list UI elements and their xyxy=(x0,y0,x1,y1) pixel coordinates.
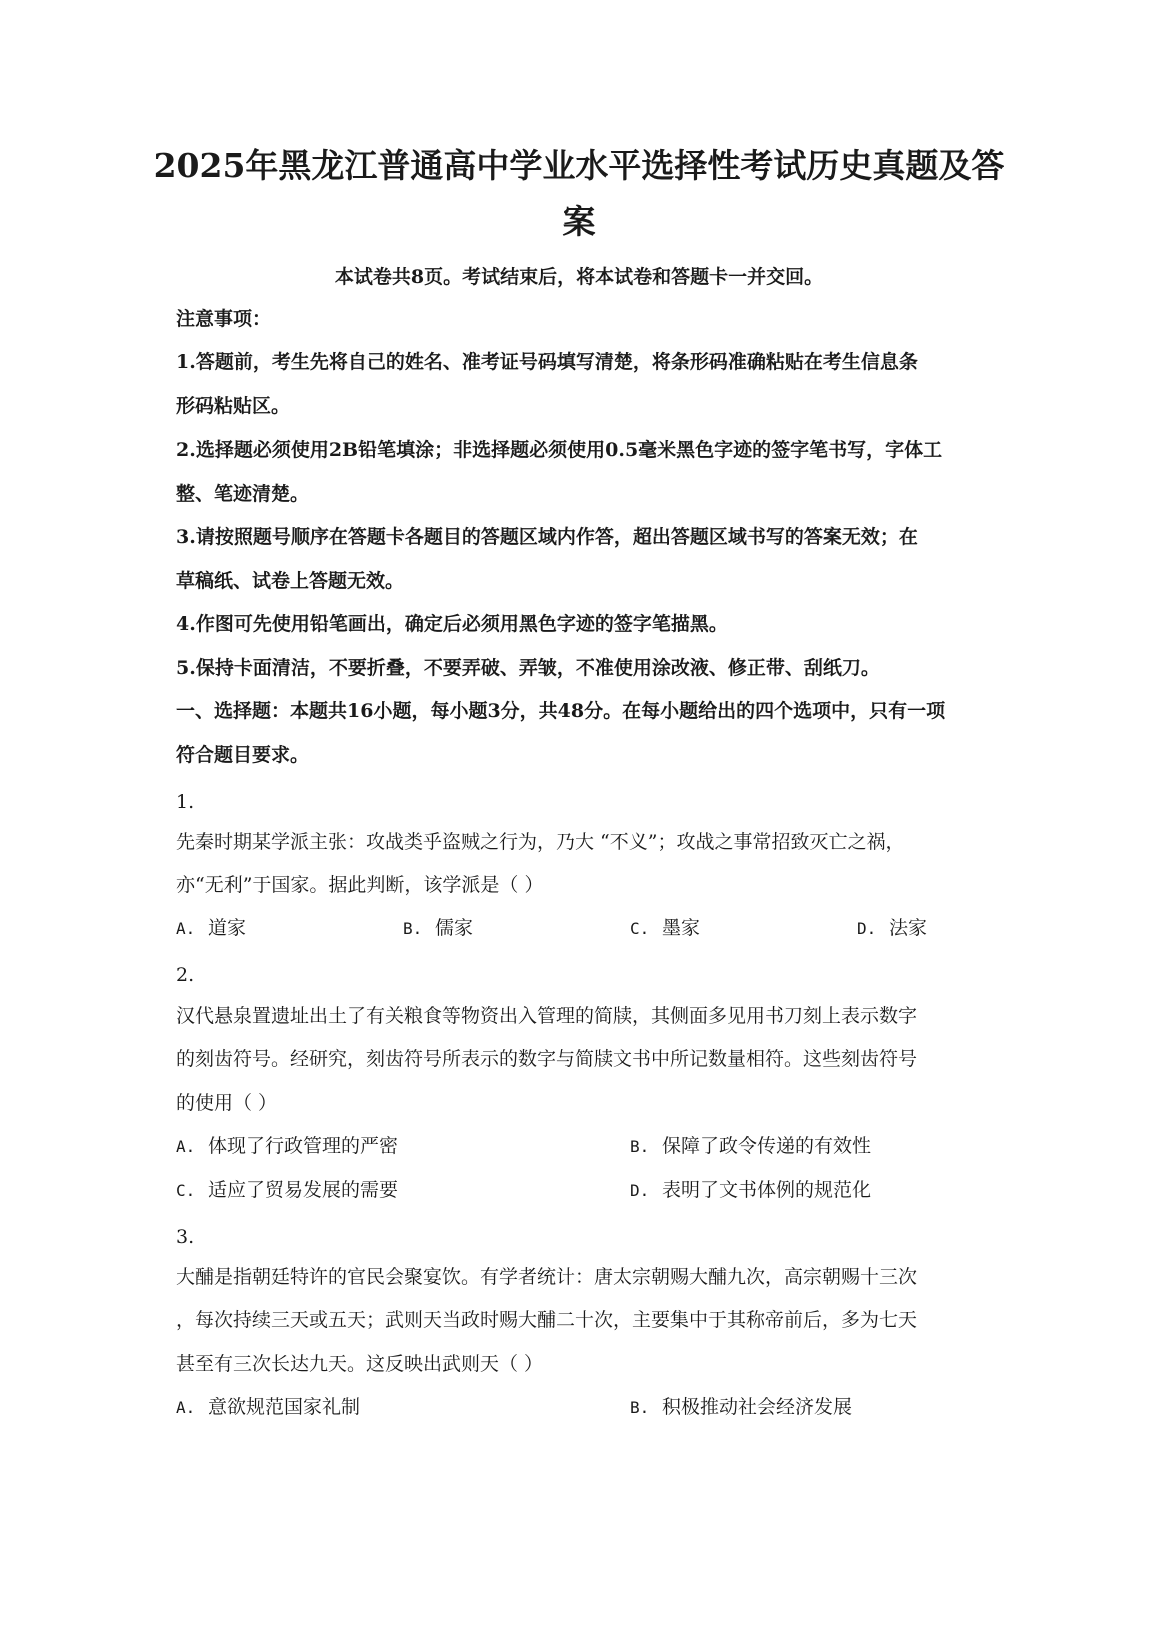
notice-line: 形码粘贴区。 xyxy=(176,395,291,417)
option-text: 法家 xyxy=(889,917,928,939)
option-a[interactable] xyxy=(176,1394,360,1421)
notice-line: 整、笔迹清楚。 xyxy=(176,483,310,505)
option-text: 墨家 xyxy=(662,917,701,939)
option-letter: D. xyxy=(630,1181,650,1200)
option-text: 适应了贸易发展的需要 xyxy=(208,1179,399,1201)
option-b[interactable] xyxy=(403,915,473,942)
notice-line: 草稿纸、试卷上答题无效。 xyxy=(176,570,405,592)
option-text: 积极推动社会经济发展 xyxy=(662,1396,853,1418)
question-stem-line: 先秦时期某学派主张：攻战类乎盗贼之行为，乃大 “不义”；攻战之事常招致灭亡之祸， xyxy=(176,831,905,853)
option-letter: C. xyxy=(176,1181,196,1200)
option-letter: A. xyxy=(176,1137,196,1156)
question-stem-line: 汉代悬泉置遗址出土了有关粮食等物资出入管理的简牍，其侧面多见用书刀刻上表示数字 xyxy=(176,1005,918,1027)
option-a[interactable] xyxy=(176,1133,398,1160)
exam-title-line2: 案 xyxy=(562,202,596,241)
question-stem-line: 的刻齿符号。经研究，刻齿符号所表示的数字与简牍文书中所记数量相符。这些刻齿符号 xyxy=(176,1048,918,1070)
exam-title-line1: 2025年黑龙江普通高中学业水平选择性考试历史真题及答 xyxy=(153,146,1005,185)
question-stem-line: 甚至有三次长达九天。这反映出武则天（ ） xyxy=(176,1353,544,1375)
question-number: 1. xyxy=(176,791,195,813)
option-c[interactable] xyxy=(630,915,700,942)
option-letter: A. xyxy=(176,1398,196,1417)
notice-line: 2.选择题必须使用2B铅笔填涂；非选择题必须使用0.5毫米黑色字迹的签字笔书写，字体工 xyxy=(176,439,943,461)
option-text: 意欲规范国家礼制 xyxy=(208,1396,361,1418)
question-stem-line: 大酺是指朝廷特许的官民会聚宴饮。有学者统计：唐太宗朝赐大酺九次，高宗朝赐十三次 xyxy=(176,1266,918,1288)
option-text: 表明了文书体例的规范化 xyxy=(662,1179,872,1201)
notice-line: 5.保持卡面清洁，不要折叠，不要弄破、弄皱，不准使用涂改液、修正带、刮纸刀。 xyxy=(176,657,880,679)
question-stem-line: ，每次持续三天或五天；武则天当政时赐大酺二十次，主要集中于其称帝前后，多为七天 xyxy=(176,1309,918,1331)
question-number: 3. xyxy=(176,1226,195,1248)
question-stem-line: 亦“无利”于国家。据此判断，该学派是（ ） xyxy=(176,874,544,896)
notice-line: 3.请按照题号顺序在答题卡各题目的答题区域内作答，超出答题区域书写的答案无效；在 xyxy=(176,526,918,548)
option-b[interactable] xyxy=(630,1133,871,1160)
option-text: 儒家 xyxy=(435,917,474,939)
notice-line: 1.答题前，考生先将自己的姓名、准考证号码填写清楚，将条形码准确粘贴在考生信息条 xyxy=(176,351,918,373)
exam-intro: 本试卷共8页。考试结束后，将本试卷和答题卡一并交回。 xyxy=(334,266,824,288)
option-letter: C. xyxy=(630,919,650,938)
option-letter: A. xyxy=(176,919,196,938)
notice-line: 4.作图可先使用铅笔画出，确定后必须用黑色字迹的签字笔描黑。 xyxy=(176,613,728,635)
option-d[interactable] xyxy=(857,915,927,942)
question-stem-line: 的使用（ ） xyxy=(176,1092,278,1114)
option-text: 保障了政令传递的有效性 xyxy=(662,1135,872,1157)
section-heading-cont: 符合题目要求。 xyxy=(176,744,310,766)
section-heading: 一、选择题：本题共16小题，每小题3分，共48分。在每小题给出的四个选项中，只有一项 xyxy=(176,700,946,722)
notice-heading: 注意事项： xyxy=(176,308,272,330)
option-letter: B. xyxy=(630,1398,650,1417)
option-text: 体现了行政管理的严密 xyxy=(208,1135,399,1157)
option-letter: D. xyxy=(857,919,877,938)
option-letter: B. xyxy=(403,919,423,938)
option-text: 道家 xyxy=(208,917,247,939)
option-b[interactable] xyxy=(630,1394,852,1421)
option-a[interactable] xyxy=(176,915,246,942)
question-number: 2. xyxy=(176,964,195,986)
option-letter: B. xyxy=(630,1137,650,1156)
option-d[interactable] xyxy=(630,1177,871,1204)
option-c[interactable] xyxy=(176,1177,398,1204)
